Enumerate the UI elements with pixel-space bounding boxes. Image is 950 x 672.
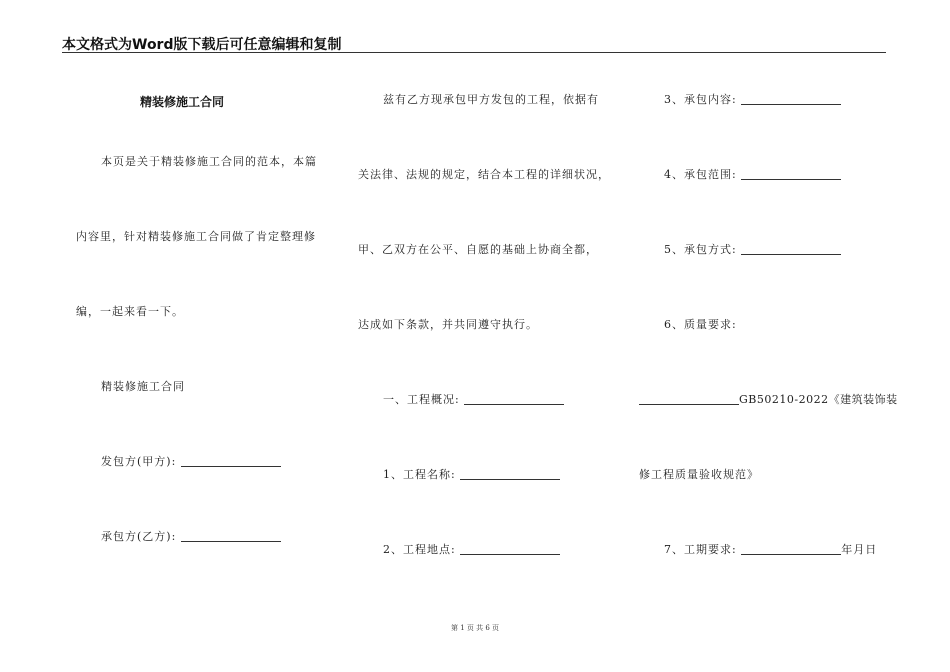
quality-standard-line-1 xyxy=(639,393,898,407)
intro-line-2: 内容里，针对精装修施工合同做了肯定整理修 xyxy=(76,230,316,243)
contract-scope-field xyxy=(664,168,841,182)
document-header-title: 本文格式为Word版下载后可任意编辑和复制 xyxy=(62,37,342,53)
intro-line-1: 本页是关于精装修施工合同的范本，本篇 xyxy=(101,155,317,168)
party-b-label: 承包方(乙方): xyxy=(101,530,177,543)
party-a-field xyxy=(101,455,281,469)
project-location-label: 2、工程地点: xyxy=(383,543,456,556)
project-location-blank xyxy=(460,554,560,555)
contract-content-blank xyxy=(741,104,841,105)
contract-content-label: 3、承包内容: xyxy=(664,93,737,106)
page-footer: 第 1 页 共 6 页 xyxy=(450,624,500,632)
party-a-blank xyxy=(181,466,281,467)
contract-title: 精装修施工合同 xyxy=(140,95,225,109)
party-b-field xyxy=(101,530,281,544)
contract-method-label: 5、承包方式: xyxy=(664,243,737,256)
section-1-label: 一、工程概况: xyxy=(383,393,460,406)
contract-subtitle: 精装修施工合同 xyxy=(101,380,185,393)
quality-standard-blank xyxy=(639,404,739,405)
preamble-line-1: 兹有乙方现承包甲方发包的工程，依据有 xyxy=(383,93,599,106)
contract-method-blank xyxy=(741,254,841,255)
project-name-blank xyxy=(460,479,560,480)
schedule-label: 7、工期要求: xyxy=(664,543,737,556)
quality-standard-line-2: 修工程质量验收规范》 xyxy=(639,468,759,481)
section-1-blank xyxy=(464,404,564,405)
section-1-field xyxy=(383,393,564,407)
preamble-line-3: 甲、乙双方在公平、自愿的基础上协商全都， xyxy=(358,243,598,256)
project-name-field xyxy=(383,468,560,482)
contract-scope-label: 4、承包范围: xyxy=(664,168,737,181)
schedule-field xyxy=(664,543,877,557)
project-location-field xyxy=(383,543,560,557)
preamble-line-4: 达成如下条款，并共同遵守执行。 xyxy=(358,318,538,331)
party-b-blank xyxy=(181,541,281,542)
project-name-label: 1、工程名称: xyxy=(383,468,456,481)
intro-line-3: 编，一起来看一下。 xyxy=(76,305,184,318)
contract-method-field xyxy=(664,243,841,257)
preamble-line-2: 关法律、法规的规定，结合本工程的详细状况， xyxy=(358,168,610,181)
contract-scope-blank xyxy=(741,179,841,180)
contract-content-field xyxy=(664,93,841,107)
schedule-date-suffix: 年月日 xyxy=(841,543,878,556)
party-a-label: 发包方(甲方): xyxy=(101,455,177,468)
quality-standard-text-1: GB50210-2022《建筑装饰装 xyxy=(739,393,898,406)
header-divider xyxy=(62,52,886,53)
schedule-blank xyxy=(741,554,841,555)
quality-requirement-label: 6、质量要求: xyxy=(664,318,737,331)
